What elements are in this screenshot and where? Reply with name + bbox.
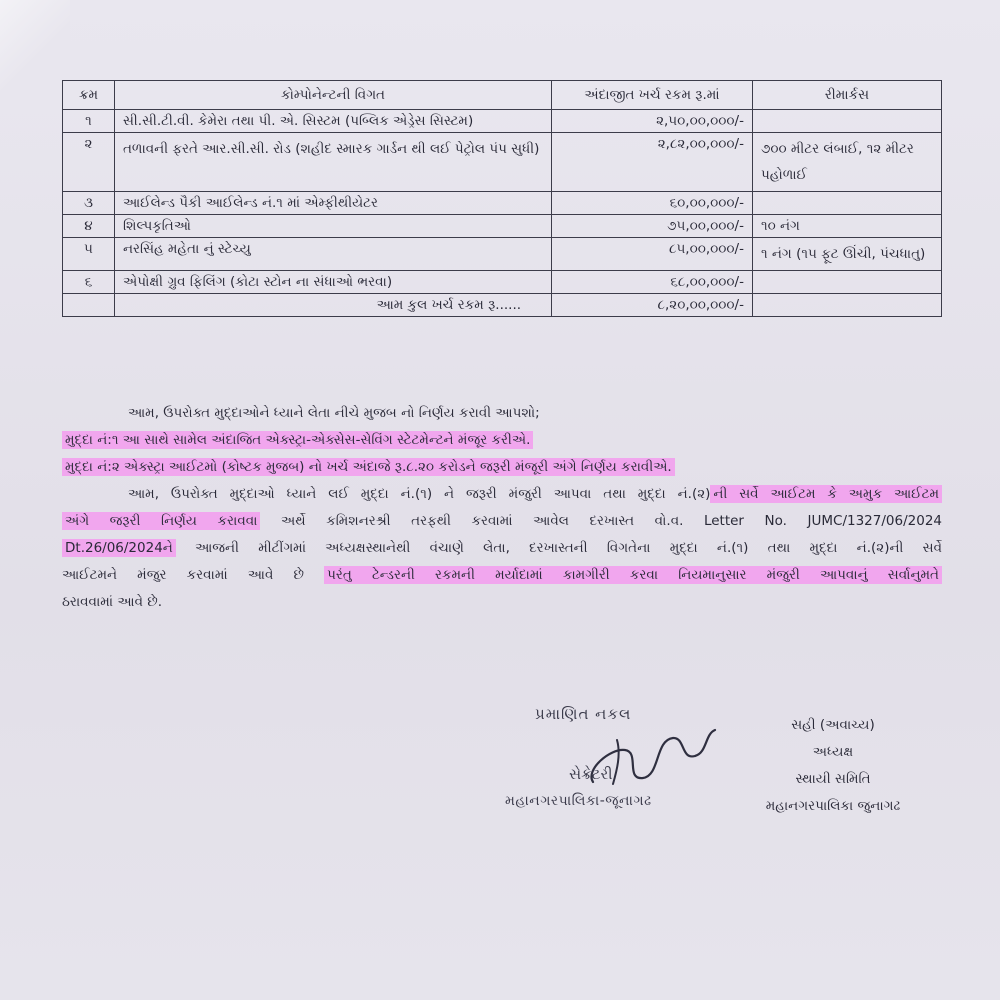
highlight-line-4: પરંતુ ટેન્ડરની રકમની મર્યાદામાં કામગીરી કરવા નિયમાનુસાર મંજુરી આપવાનું સર્વાનુમતે: [324, 566, 942, 584]
highlight-point-2: મુદ્દા નં:૨ એક્સ્ટ્રા આઈટમો (કોષ્ટક મુજબ) નો ખર્ચ અંદાજે રૂ.૮.૨૦ કરોડને જરૂરી મંજૂરી અંગે નિર્ણય કરાવીએ.: [62, 458, 675, 476]
total-label: આમ કુલ ખર્ચ રકમ રૂ......: [114, 294, 551, 317]
signatory-committee: સ્થાયી સમિતિ: [795, 771, 871, 787]
page-fold: [0, 0, 70, 90]
row-amount: ૬૦,૦૦,૦૦૦/-: [552, 192, 753, 215]
row-amount: ૭૫,૦૦,૦૦૦/-: [552, 215, 753, 238]
table-row: [63, 215, 942, 238]
paragraph-line-2: અંગે જરૂરી નિર્ણય કરાવવા અર્થે કમિશનરશ્રી તરફથી કરવામાં આવેલ દરખાસ્ત વો.વ. Letter No. JUMC/1327/06/2024: [62, 508, 942, 535]
row-detail: નરસિંહ મહેતા નું સ્ટેચ્યુ: [114, 238, 551, 271]
table-row: [63, 271, 942, 294]
table-row: [63, 238, 942, 271]
highlight-line-2: અંગે જરૂરી નિર્ણય કરાવવા: [62, 512, 260, 530]
table-row: [63, 110, 942, 133]
signatory-signature-note: સહી (અવાચ્ય): [791, 717, 875, 733]
paragraph-line-3: Dt.26/06/2024ને આજની મીટીંગમાં અધ્યક્ષસ્થાનેથી વંચાણે લેતા, દરખાસ્તની વિગતેના મુદ્દા નં.(૧) તથા મુદ્દા નં.(૨)ની સર્વે: [62, 535, 942, 562]
row-remark: ૧૦ નંગ: [752, 215, 941, 238]
header-remarks: રીમાર્કસ: [752, 81, 941, 110]
row-serial: ૧: [63, 110, 115, 133]
body-text: [62, 400, 942, 616]
row-remark: [752, 192, 941, 215]
expense-table: [62, 80, 942, 317]
row-remark: ૭૦૦ મીટર લંબાઈ, ૧૨ મીટર પહોળાઈ: [752, 133, 941, 192]
row-remark: ૧ નંગ (૧૫ ફૂટ ઊંચી, પંચધાતુ): [752, 238, 941, 271]
total-amount: ૮,૨૦,૦૦,૦૦૦/-: [552, 294, 753, 317]
row-detail: સી.સી.ટી.વી. કેમેરા તથા પી. એ. સિસ્ટમ (પબ્લિક એડ્રેસ સિસ્ટમ): [114, 110, 551, 133]
row-detail: શિલ્પકૃતિઓ: [114, 215, 551, 238]
row-amount: ૮૫,૦૦,૦૦૦/-: [552, 238, 753, 271]
row-serial: ૨: [63, 133, 115, 192]
table-row: [63, 133, 942, 192]
table-total-row: [63, 294, 942, 317]
stamp-title: પ્રમાણિત નકલ: [535, 705, 632, 723]
stamp-organization: મહાનગરપાલિકા-જૂનાગઢ: [505, 793, 652, 809]
paragraph-line-4: આઈટમને મંજુર કરવામાં આવે છે પરંતુ ટેન્ડરની રકમની મર્યાદામાં કામગીરી કરવા નિયમાનુસાર મંજુરી આપવાનું સર્વાનુમતે: [62, 562, 942, 589]
intro-line: આમ, ઉપરોક્ત મુદ્દાઓને ધ્યાને લેતા નીચે મુજબ નો નિર્ણય કરાવી આપશો;: [128, 405, 540, 421]
row-remark: [752, 110, 941, 133]
handwritten-signature: [555, 720, 725, 790]
signatory-block: [738, 712, 928, 820]
row-amount: ૨,૫૦,૦૦,૦૦૦/-: [552, 110, 753, 133]
stamp-role: સેક્રેટરી: [569, 765, 613, 783]
row-detail: આઈલેન્ડ પૈકી આઈલેન્ડ નં.૧ માં એમ્ફીથીયેટર: [114, 192, 551, 215]
row-serial: ૬: [63, 271, 115, 294]
highlight-line-3: Dt.26/06/2024ને: [62, 539, 176, 557]
table-header-row: [63, 81, 942, 110]
table-row: [63, 192, 942, 215]
signatory-organization: મહાનગરપાલિકા જુનાગઢ: [765, 798, 901, 814]
header-estimated-cost: અંદાજીત ખર્ચ રકમ રૂ.માં: [552, 81, 753, 110]
paragraph-line-1: આમ, ઉપરોક્ત મુદ્દાઓ ધ્યાને લઈ મુદ્દા નં.(૧) ને જરૂરી મંજુરી આપવા તથા મુદ્દા નં.(૨) ની સર્વે આઈટમ કે અમુક આઈટમ: [62, 481, 942, 508]
signatory-title: અધ્યક્ષ: [812, 744, 854, 760]
row-amount: ૨,૮૨,૦૦,૦૦૦/-: [552, 133, 753, 192]
paragraph-line-5: ઠરાવવામાં આવે છે.: [62, 594, 163, 610]
row-detail: તળાવની ફરતે આર.સી.સી. રોડ (શહીદ સ્મારક ગાર્ડન થી લઈ પેટ્રોલ પંપ સુધી): [114, 133, 551, 192]
row-serial: ૫: [63, 238, 115, 271]
highlight-point-1: મુદ્દા નં:૧ આ સાથે સામેલ અંદાજિત એક્સ્ટ્રા-એક્સેસ-સેવિંગ સ્ટેટમેન્ટને મંજૂર કરીએ.: [62, 431, 533, 449]
row-amount: ૬૮,૦૦,૦૦૦/-: [552, 271, 753, 294]
row-serial: ૩: [63, 192, 115, 215]
header-component-detail: કોમ્પોનેન્ટની વિગત: [114, 81, 551, 110]
row-remark: [752, 271, 941, 294]
row-serial: ૪: [63, 215, 115, 238]
header-serial: ક્રમ: [63, 81, 115, 110]
highlight-line-1: ની સર્વે આઈટમ કે અમુક આઈટમ: [710, 485, 942, 503]
row-detail: એપોક્ષી ગ્રુવ ફિલિંગ (કોટા સ્ટોન ના સંધાઓ ભરવા): [114, 271, 551, 294]
